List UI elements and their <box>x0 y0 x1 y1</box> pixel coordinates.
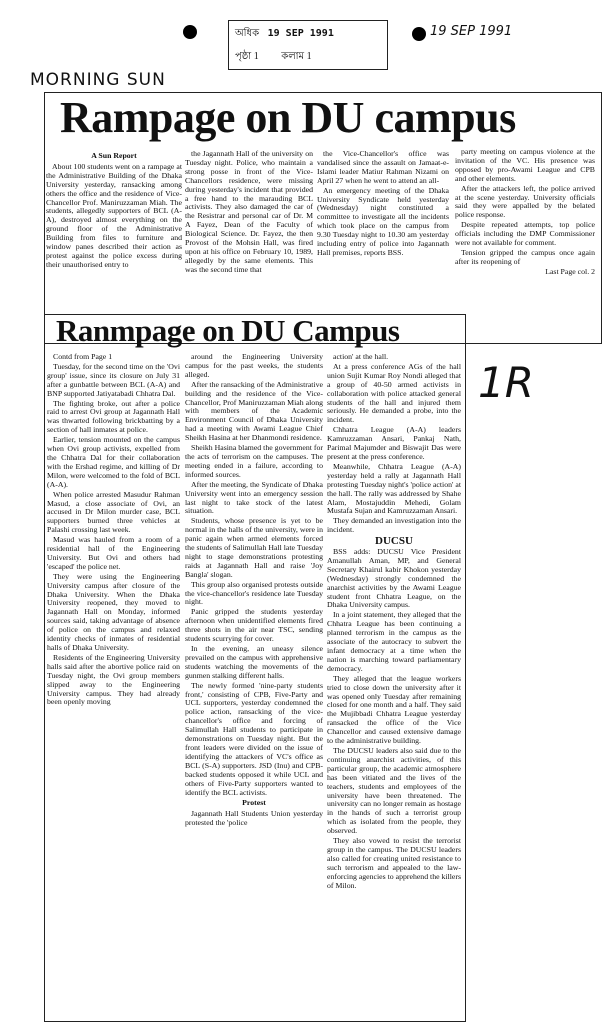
paragraph: Meanwhile, Chhatra League (A-A) yesterday held a rally at Jagannath Hall protesting Tuesday night's 'police action' at the hall. The rally was addressed by Shahe Alam, Mostajuddin Mehedi, Golam Mustafa Sujan and Kamruzzaman Ansari. <box>327 461 461 516</box>
punch-hole-left <box>183 25 197 39</box>
paragraph: Tuesday, for the second time on the 'Ovi group' issue, since its closure on July 31 after a gunbattle between BCL (A-A) and BNP supported Jatiyatabadi Chhatra Dal. <box>47 361 180 398</box>
stamp-page: 1 <box>253 51 259 62</box>
paragraph: They were using the Engineering University campus after closure of the Dhaka University. When the Dhaka University reopened, they moved to Jagannath Hall on Monday, informed sources said, taking advantage of absence of police on the campus and relaxed identity checks of inmates of residential halls of Dhaka University. <box>47 571 180 652</box>
paragraph: When police arrested Masudur Rahman Masud, a close associate of Ovi, an accused in Dr Milon murder case, BCL supporters burned three vehicles at Palashi crossing last week. <box>47 489 180 535</box>
front-column-2 <box>185 150 313 276</box>
paragraph: After the meeting, the Syndicate of Dhaka University went into an emergency session last night to take stock of the latest situation. <box>185 479 323 516</box>
paragraph: BSS adds: DUCSU Vice President Amanullah Aman, MP, and General Secretary Khairul kabir Khokon yesterday (Wednesday) strongly condemned the anarchist activities by the Awami League student front Chhatra League, on the Dhaka University campus. <box>327 547 461 610</box>
paragraph: In a joint statement, they alleged that the Chhatra League has been continuing a planned terrorism in the campus as the associate of the autocracy to subvert the infant democracy at a time when the nation is marching toward parliamentary democracy. <box>327 610 461 673</box>
contd-note: Contd from Page 1 <box>53 352 113 361</box>
front-col2-text: the Jagannath Hall of the university on Tuesday night. Police, who maintain a strong posse in front of the Vice-Chancellors residence, were missing during yesterday's incident that provided a free hand to the marauding BCL activists. They also damaged the car of the Resistrar and personal car of Dr. M A Fayez, Dean of the Faculty of Biological Science. Dr. Fayez, the then Provost of the Mohsin Hall, was fired upon at his office on February 10, 1989, allegedly by the same elements. This was the second time that <box>185 149 313 274</box>
stamp-page-label: পৃষ্ঠা <box>235 51 252 62</box>
front-col4-text-c: Despite repeated attempts, top police officials including the DMP Commissioner were not available for comment. <box>455 220 595 248</box>
paragraph: The newly formed 'nine-party students front,' consisting of CPB, Five-Party and UCL supporters, yesterday condemned the police action, ransacking of the vice-chancellor's office and forcing of Salimullah Hall students to participate in demonstrations on Tuesday night. But the front leaders were divided on the issue of identifying the attackers of VC's office as BCL (S-A) supporters. JSD (Inu) and CPB-backed students opposed it while UCL and others of Five-Party supporters wanted to identify the BCL activists. <box>185 680 323 797</box>
paragraph: Masud was hauled from a room of a residential hall of the Engineering University. But Ovi and others had 'escaped' the police net. <box>47 535 180 571</box>
paragraph: Panic gripped the students yesterday afternoon when unidentified elements fired three shots in the air near TSC, sending students scurrying for cover. <box>185 607 323 644</box>
paragraph: The fighting broke, out after a police raid to arrest Ovi group at Jagannath Hall was thwarted following brickbatting by a section of hall inmates at police. <box>47 398 180 435</box>
handwritten-mark: 1R <box>478 358 534 407</box>
front-column-3 <box>317 150 449 259</box>
paragraph: Residents of the Engineering University halls said after the abortive police raid on Tuesday night, the Ovi group members slipped away to the Engineering University campus. They had already been openly moving <box>47 652 180 707</box>
front-col4-text-b: After the attackers left, the police arrived at the scene yesterday. University officials said they were appalled by the belated police response. <box>455 183 595 220</box>
paragraph: They demanded an investigation into the incident. <box>327 516 461 535</box>
paragraph: Students, whose presence is yet to be normal in the halls of the university, were in panic again when armed elements forced the students of Salimullah Hall late Tuesday night to stage demonstrations protesting raids at Jagannath Hall and raise 'Joy Bangla' slogan. <box>185 516 323 579</box>
archive-stamp <box>228 20 388 70</box>
front-col3-text-b: An emergency meeting of the Dhaka University Syndicate held yesterday (Wednesday) night constituted a committee to investigate all the incidents which took place on the campus from 9.30 Tuesday night to 10.30 am yesterday including entry of police into Jagannath Hall premises, reports BSS. <box>317 185 449 257</box>
cont-column-1 <box>47 353 180 708</box>
front-col3-text-a: the Vice-Chancellor's office was vandalised since the assault on Jamaat-e-Islami leader Matiur Rahman Nizami on April 27 when he went to attend an all- <box>317 149 449 185</box>
ducsu-subheading: DUCSU <box>375 535 413 548</box>
paragraph: They alleged that the league workers tried to close down the university after it was opened only Tuesday after remaining closed for one month and a half. They said the Mujibbadi Chhatra League yesterday ransacked the office of the Vice Chancellor and caused extensive damage to the administrative building. <box>327 673 461 746</box>
handwritten-source: MORNING SUN <box>30 70 166 90</box>
stamp-column: 1 <box>306 51 312 62</box>
protest-subheading: Protest <box>242 798 266 808</box>
byline: A Sun Report <box>91 151 137 160</box>
front-headline: Rampage on DU campus <box>60 93 516 142</box>
paragraph: At a press conference AGs of the hall union Sujit Kumar Roy Nondi alleged that a group of 40-50 armed activists in collaboration with police attacked general students of the hall and injured them seriously. He demanded a probe, into the incident. <box>327 361 461 425</box>
punch-hole-right <box>412 27 426 41</box>
cont-column-3 <box>327 353 461 891</box>
paragraph: In the evening, an uneasy silence prevailed on the campus with apprehensive students watching the movements of the gunmen stalking different halls. <box>185 644 323 680</box>
continued-note: Last Page col. 2 <box>545 266 595 276</box>
continuation-headline: Ranmpage on DU Campus <box>56 313 400 348</box>
stamp-date: 19 SEP 1991 <box>267 28 334 39</box>
cont-column-2 <box>185 353 323 829</box>
stamp-column-label: কলাম <box>281 51 305 62</box>
front-col4-text-a: party meeting on campus violence at the invitation of the VC. His presence was opposed by pro-Awami League and CPB and other elements. <box>455 147 595 183</box>
front-column-4 <box>455 148 595 278</box>
paragraph: action' at the hall. <box>333 352 389 361</box>
front-col4-text-d: Tension gripped the campus once again after its reopening of <box>455 247 595 266</box>
paragraph: After the ransacking of the Administrative building and the residence of the Vice-Chancellor, Prof Maniruzzaman Miah along with members of the Academic Environment Council of Dhaka University had a meeting with Awami League Chief Sheikh Hasina at her Dhanmondi residence. <box>185 379 323 443</box>
paragraph: This group also organised protests outside the vice-chancellor's residence late Tuesday night. <box>185 579 323 607</box>
front-column-1 <box>46 150 182 271</box>
paragraph: around the Engineering University campus for the past weeks, the students alleged. <box>185 352 323 379</box>
stamp-date-label: অধিক <box>235 28 260 39</box>
paragraph: Chhatra League (A-A) leaders Kamruzzaman Ansari, Pankaj Nath, Parimal Majumder and Biswajit Das were present at the press conference. <box>327 425 461 461</box>
paragraph: Jagannath Hall Students Union yesterday protested the 'police <box>185 809 323 828</box>
front-col1-text: About 100 students went on a rampage at the Administrative Building of the Dhaka University yesterday, ransacking among others the office and the residence of Vice-Chancellor Prof. Maniruzzaman Miah. The students, allegedly supporters of BCL (A-A), destroyed almost everything on the ground floor of the Administrative Building from files to furniture and window panes described their action as protest against the police excess during their unauthorised entry to <box>46 161 182 269</box>
paragraph: The DUCSU leaders also said due to the continuing anarchist activities, of this particular group, the academic atmosphere has been vitiated and the lives of the teachers, students and employees of the university have been threatened. The university can no longer remain as hostage in the hands of such a terrorist group which as isolated from the people, they observed. <box>327 745 461 836</box>
paragraph: Sheikh Hasina blamed the government for the acts of terrorism on the campuses. The meeting ended in a failure, according to informed sources. <box>185 443 323 479</box>
paragraph: Earlier, tension mounted on the campus when Ovi group activists, expelled from the Chhatra Dal for their collaboration with the Ershad regime, and killing of Dr Milon, were welcomed to the fold of BCL (A-A). <box>47 435 180 489</box>
paragraph: They also vowed to resist the terrorist group in the campus. The DUCSU leaders also called for creating united resistance to such terrorism and appealed to the law-enforcing agencies to apprehend the killers of Milon. <box>327 836 462 890</box>
handwritten-date: 19 SEP 1991 <box>430 24 513 39</box>
